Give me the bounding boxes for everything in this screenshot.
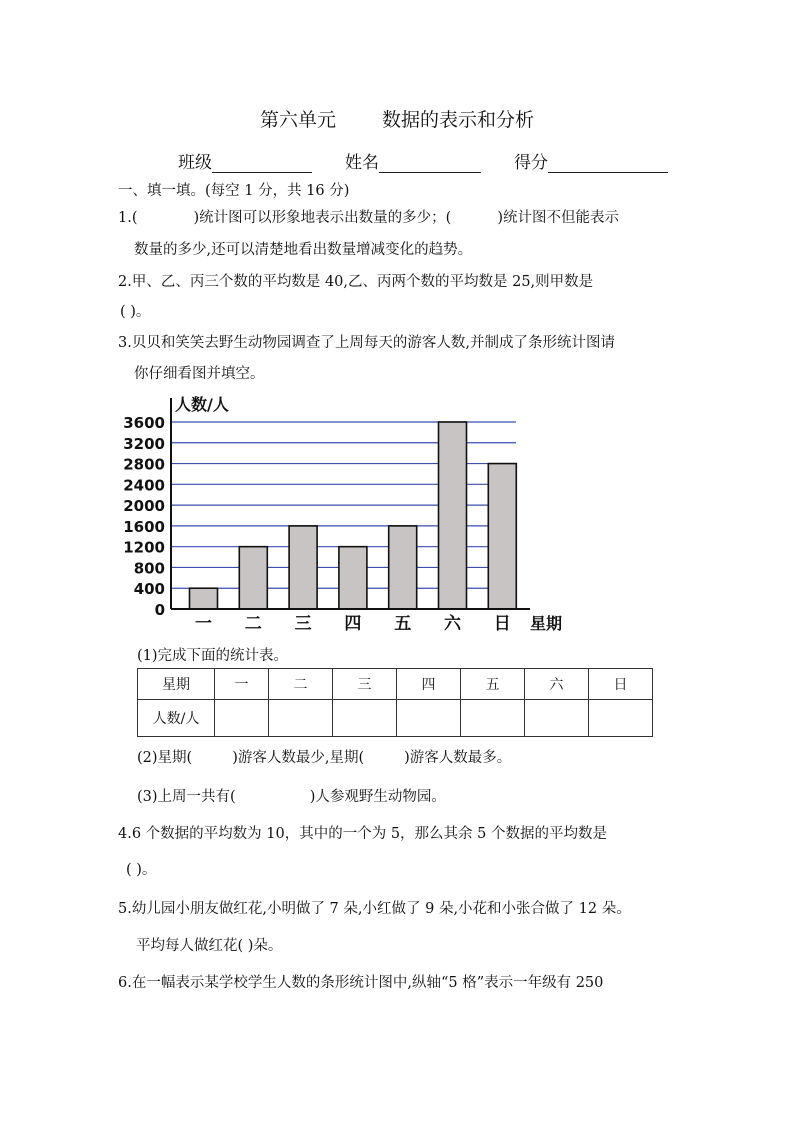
table-header-row — [138, 669, 653, 700]
y-tick-label: 0 — [154, 601, 165, 619]
q2-line1: 2.甲、乙、丙三个数的平均数是 40,乙、丙两个数的平均数是 25,则甲数是 — [118, 274, 594, 290]
table-header-cell: 四 — [397, 669, 461, 700]
table-input-cell[interactable] — [269, 700, 333, 737]
q5-line1: 5.幼儿园小朋友做红花,小明做了 7 朵,小红做了 9 朵,小花和小张合做了 12 朵。 — [118, 901, 631, 917]
y-tick-label: 800 — [133, 559, 165, 578]
x-tick-label: 三 — [294, 614, 312, 634]
bar — [190, 588, 218, 609]
table-header-cell: 星期 — [138, 669, 215, 700]
bar — [339, 547, 367, 609]
q3-line2: 你仔细看图并填空。 — [134, 366, 265, 382]
table-row — [138, 700, 653, 737]
x-tick-label: 一 — [195, 614, 212, 634]
q3-line1: 3.贝贝和笑笑去野生动物园调查了上周每天的游客人数,并制成了条形统计图请 — [118, 335, 615, 351]
bar — [488, 464, 516, 609]
table-header-cell: 五 — [461, 669, 525, 700]
q3-sub3-part-b: )人参观野生动物园。 — [309, 789, 446, 805]
x-axis-label: 星期 — [530, 614, 563, 633]
name-field — [345, 148, 481, 173]
q1-line2: 数量的多少,还可以清楚地看出数量增减变化的趋势。 — [134, 242, 473, 258]
class-blank[interactable] — [212, 154, 312, 173]
q3-sub2-part-a: (2)星期( — [137, 750, 193, 766]
y-tick-label: 3200 — [123, 434, 165, 453]
score-blank[interactable] — [548, 154, 668, 173]
q3-sub1: (1)完成下面的统计表。 — [137, 648, 289, 664]
q3-sub3-part-a: (3)上周一共有( — [137, 789, 236, 805]
q4-line1: 4.6 个数据的平均数为 10，其中的一个为 5，那么其余 5 个数据的平均数是 — [118, 826, 608, 842]
class-label: 班级 — [178, 153, 212, 173]
x-tick-labels — [195, 614, 511, 634]
q3-sub3 — [137, 785, 446, 806]
table-input-cell[interactable] — [397, 700, 461, 737]
table-header-cell: 三 — [333, 669, 397, 700]
x-tick-label: 日 — [493, 614, 511, 634]
table-header-cell: 日 — [589, 669, 653, 700]
q6-line1: 6.在一幅表示某学校学生人数的条形统计图中,纵轴“5 格”表示一年级有 250 — [118, 975, 604, 991]
table-input-cell[interactable] — [461, 700, 525, 737]
table-row-label: 人数/人 — [138, 700, 215, 737]
bar — [389, 526, 417, 609]
section1-heading: 一、填一填。(每空 1 分，共 16 分) — [118, 183, 350, 199]
q1-line1 — [118, 206, 619, 227]
q2-line2: ( )。 — [120, 304, 151, 320]
stats-table — [137, 668, 653, 737]
y-tick-label: 1600 — [123, 517, 165, 536]
y-tick-label: 1200 — [123, 538, 165, 557]
q5-line2: 平均每人做红花( )朵。 — [136, 938, 283, 954]
table-header-cell: 六 — [525, 669, 589, 700]
table-input-cell[interactable] — [215, 700, 269, 737]
table-input-cell[interactable] — [589, 700, 653, 737]
y-tick-label: 2400 — [123, 476, 165, 495]
bars — [190, 422, 517, 609]
x-tick-label: 二 — [244, 614, 262, 634]
q1-part-b: )统计图可以形象地表示出数量的多少；( — [193, 210, 452, 226]
x-tick-label: 五 — [394, 614, 412, 634]
y-axis-label: 人数/人 — [175, 395, 229, 414]
y-tick-label: 2000 — [123, 497, 165, 516]
q3-sub2-part-b: )游客人数最少,星期( — [232, 750, 365, 766]
q3-sub2 — [137, 746, 511, 767]
y-tick-labels — [123, 414, 165, 619]
page-title — [0, 105, 794, 132]
bar — [289, 526, 317, 609]
y-tick-label: 400 — [133, 580, 165, 599]
table-header-cell: 一 — [215, 669, 269, 700]
x-tick-label: 四 — [344, 614, 362, 634]
y-tick-label: 2800 — [123, 455, 165, 474]
name-blank[interactable] — [379, 154, 481, 173]
score-field — [514, 148, 668, 173]
x-tick-label: 六 — [444, 614, 461, 634]
y-tick-label: 3600 — [123, 414, 165, 432]
class-field — [178, 148, 312, 173]
score-label: 得分 — [514, 153, 548, 173]
q3-sub2-part-c: )游客人数最多。 — [404, 750, 512, 766]
bar-chart — [118, 390, 578, 640]
bar — [239, 547, 267, 609]
q1-part-a: 1.( — [118, 210, 138, 226]
bar — [439, 422, 467, 609]
topic-label: 数据的表示和分析 — [382, 109, 535, 131]
table-header-cell: 二 — [269, 669, 333, 700]
table-input-cell[interactable] — [333, 700, 397, 737]
unit-label: 第六单元 — [259, 109, 336, 131]
q4-line2: ( )。 — [126, 862, 157, 878]
name-label: 姓名 — [345, 153, 379, 173]
table-input-cell[interactable] — [525, 700, 589, 737]
q1-part-c: )统计图不但能表示 — [497, 210, 619, 226]
